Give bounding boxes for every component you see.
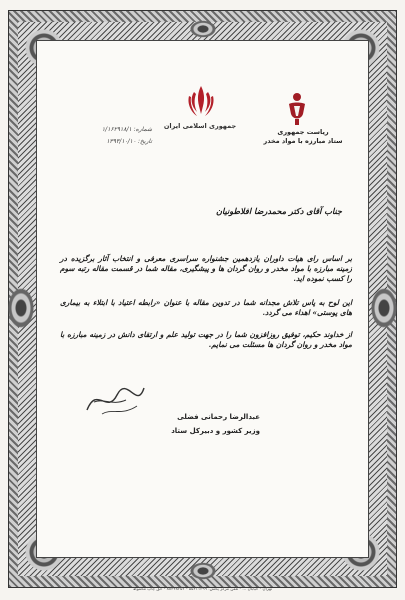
body-paragraph-2: این لوح به پاس تلاش مجدانه شما در تدوین مقاله با عنوان «رابطه اعتیاد با ابتلاء به بیماری های پوستی» اهداء می گردد. bbox=[60, 298, 352, 317]
border-medallion-right bbox=[369, 285, 399, 331]
body-paragraph-1: بر اساس رای هیات داوران یازدهمین جشنواره سراسری معرفی و انتخاب آثار برگزیده در زمینه مبارزه با مواد مخدر و روان گردان ها و پیشگیری، مقاله شما در قسمت مقاله رتبه سوم را کسب نموده اید. bbox=[60, 254, 352, 283]
letter-number: شماره: ۱/۱۶۲۹۱۸/۱ bbox=[101, 126, 152, 133]
organization-title bbox=[262, 128, 344, 146]
iran-emblem-icon bbox=[185, 84, 217, 118]
letter-date: تاریخ: ۱۳۹۳/۱۰/۱۰ bbox=[106, 138, 152, 145]
government-caption: جمهوری اسلامی ایران bbox=[163, 122, 237, 130]
salutation: جناب آقای دکتر محمدرضا افلاطونیان bbox=[216, 206, 342, 216]
signatory-block bbox=[140, 410, 260, 438]
footer-contact-line: تهران - خیابان ... - تلفن مرکز پخش: ۵۵۶۱۱۲۹۹ - ۸۸۴۳۸۲۵۲ - حق چاپ محفوظ bbox=[132, 586, 273, 591]
org-name-line2: ستاد مبارزه با مواد مخدر bbox=[263, 137, 343, 145]
org-name-line1: ریاست جمهوری bbox=[277, 128, 329, 136]
signatory-name: عبدالرضا رحمانی فضلی bbox=[177, 413, 260, 421]
organization-logo-icon bbox=[286, 92, 308, 126]
border-medallion-bottom bbox=[180, 556, 226, 586]
signatory-title: وزیر کشور و دبیرکل ستاد bbox=[171, 427, 260, 435]
body-paragraph-3: از خداوند حکیم، توفیق روزافزون شما را در جهت تولید علم و ارتقای دانش در زمینه مبارزه با مواد مخدر و روان گردان ها مسئلت می نمایم. bbox=[60, 330, 352, 349]
border-medallion-left bbox=[6, 285, 36, 331]
letter-metadata bbox=[82, 124, 152, 148]
letter-body bbox=[60, 254, 352, 350]
